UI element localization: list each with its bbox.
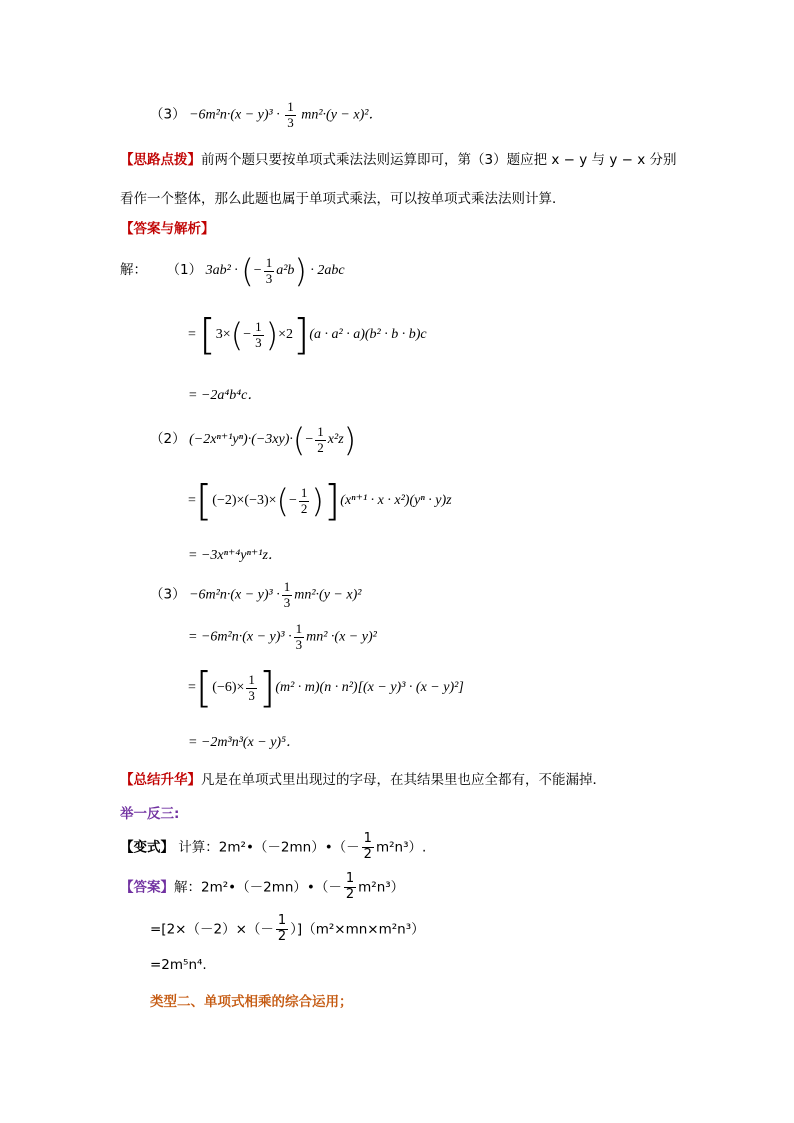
sol2-line-1 — [150, 421, 357, 459]
equals: = — [188, 327, 200, 343]
answer-tag: 【答案】 — [120, 879, 174, 896]
problem-3 — [150, 100, 382, 131]
hint-tag: 【思路点拨】 — [120, 152, 201, 168]
sol1-line-2 — [188, 310, 427, 359]
bracket-open: [ — [195, 663, 213, 712]
type2-heading: 类型二、单项式相乘的综合运用； — [150, 994, 353, 1010]
answer-text: 解：2m²•（－2mn）•（－ — [174, 879, 342, 896]
sol3-line-4: = −2m³n³(x − y)⁵． — [188, 735, 300, 750]
expr: 3ab² · — [205, 263, 238, 279]
sol3-line-1 — [150, 580, 361, 611]
var-answer-line-2 — [150, 914, 425, 945]
bracket-close: ] — [323, 476, 341, 525]
expr: (−2)×(−3)× — [212, 493, 277, 509]
paren-close: ) — [294, 252, 307, 290]
item-number: （3） — [150, 586, 186, 603]
variant-line — [120, 832, 426, 863]
bracket-close: ] — [258, 663, 276, 712]
sol3-line-3 — [188, 663, 464, 712]
equals: = — [188, 493, 196, 509]
variant-text: 计算：2m²•（－2mn）•（－ — [174, 839, 360, 856]
paren-close: ) — [311, 482, 324, 520]
paren-open: ( — [241, 252, 254, 290]
expr: −6m²n·(x − y)³ · — [189, 107, 280, 123]
paren-open: ( — [276, 482, 290, 520]
minus: − — [305, 432, 314, 448]
expr: −6m²n·(x − y)³ · — [189, 587, 280, 603]
expr: x²z — [327, 432, 344, 448]
answer-tag: 【答案与解析】 — [120, 221, 215, 237]
fraction: $\frac{1}{3}$ — [255, 318, 262, 350]
fraction: $\frac{1}{2}$ — [345, 871, 355, 902]
fraction: $\frac{1}{3}$ — [248, 671, 255, 703]
fraction: $\frac{1}{2}$ — [277, 913, 287, 944]
expr: (−6)× — [212, 680, 245, 696]
fraction: $\frac{1}{3}$ — [283, 579, 291, 610]
minus: − — [253, 263, 262, 279]
expr: (m² · m)(n · n²)[(x − y)³ · (x − y)²] — [275, 680, 464, 696]
fraction: $\frac{1}{2}$ — [300, 484, 308, 516]
expr: ×2 — [278, 327, 293, 343]
expr: (xⁿ⁺¹ · x · x²)(yⁿ · y)z — [340, 493, 452, 509]
summary-text: 凡是在单项式里出现过的字母，在其结果里也应全都有，不能漏掉． — [201, 772, 606, 788]
hint-line-1 — [120, 148, 677, 168]
sol1-line-3: = −2a⁴b⁴c． — [188, 388, 262, 403]
fraction: $\frac{1}{2}$ — [317, 423, 324, 455]
hint-line-2 — [120, 187, 566, 207]
sol2-line-3: = −3xⁿ⁺⁴yⁿ⁺¹z． — [188, 548, 282, 563]
answer-text: ）]（m²×mn×m²n³） — [290, 921, 425, 938]
sol3-line-2 — [188, 622, 377, 653]
expr: a²b — [276, 263, 295, 279]
expr: mn² ·(x − y)² — [306, 629, 377, 645]
jie-label: 解： — [120, 262, 147, 279]
item-number: （2） — [150, 431, 186, 448]
variant-text: m²n³）. — [375, 839, 427, 856]
summary-tag: 【总结升华】 — [120, 772, 201, 788]
bracket-open: [ — [195, 476, 213, 525]
paren-close: ) — [343, 421, 357, 459]
sol2-line-2 — [188, 476, 452, 525]
equals: = — [188, 680, 196, 696]
minus: − — [243, 327, 252, 343]
variant-tag: 【变式】 — [120, 839, 174, 856]
answer-text: =[2×（－2）×（－ — [150, 921, 274, 938]
juyi-heading: 举一反三: — [120, 806, 180, 822]
hint-text-cont: 看作一个整体，那么此题也属于单项式乘法，可以按单项式乘法法则计算． — [120, 191, 566, 207]
paren-close: ) — [265, 316, 279, 354]
paren-open: ( — [230, 316, 244, 354]
minus: − — [289, 493, 297, 509]
var-answer-line-3: =2m⁵n⁴. — [150, 957, 207, 973]
fraction: $\frac{1}{3}$ — [295, 621, 303, 652]
hint-text: 前两个题只要按单项式乘法法则运算即可，第（3）题应把 x − y 与 y − x 分别 — [201, 152, 677, 168]
fraction: $\frac{1}{3}$ — [287, 99, 294, 130]
expr: · 2abc — [310, 263, 345, 279]
sol1-line-1 — [120, 252, 345, 290]
fraction: $\frac{1}{2}$ — [363, 831, 372, 862]
expr: mn²·(y − x)² — [294, 587, 362, 603]
item-number: （1） — [166, 262, 203, 279]
var-answer-line-1 — [120, 872, 404, 903]
bracket-close: ] — [292, 310, 310, 359]
expr: mn²·(y − x)²． — [301, 107, 383, 123]
expr: 3× — [215, 327, 231, 343]
expr: (a · a² · a)(b² · b · b)c — [309, 327, 427, 343]
bracket-open: [ — [199, 310, 216, 359]
item-number: （3） — [150, 106, 186, 123]
summary — [120, 768, 606, 788]
expr: (−2xⁿ⁺¹yⁿ)·(−3xy)· — [189, 432, 293, 448]
paren-open: ( — [292, 421, 306, 459]
fraction: $\frac{1}{3}$ — [265, 254, 273, 286]
expr: = −6m²n·(x − y)³ · — [188, 629, 292, 645]
answer-text: m²n³） — [358, 879, 405, 896]
